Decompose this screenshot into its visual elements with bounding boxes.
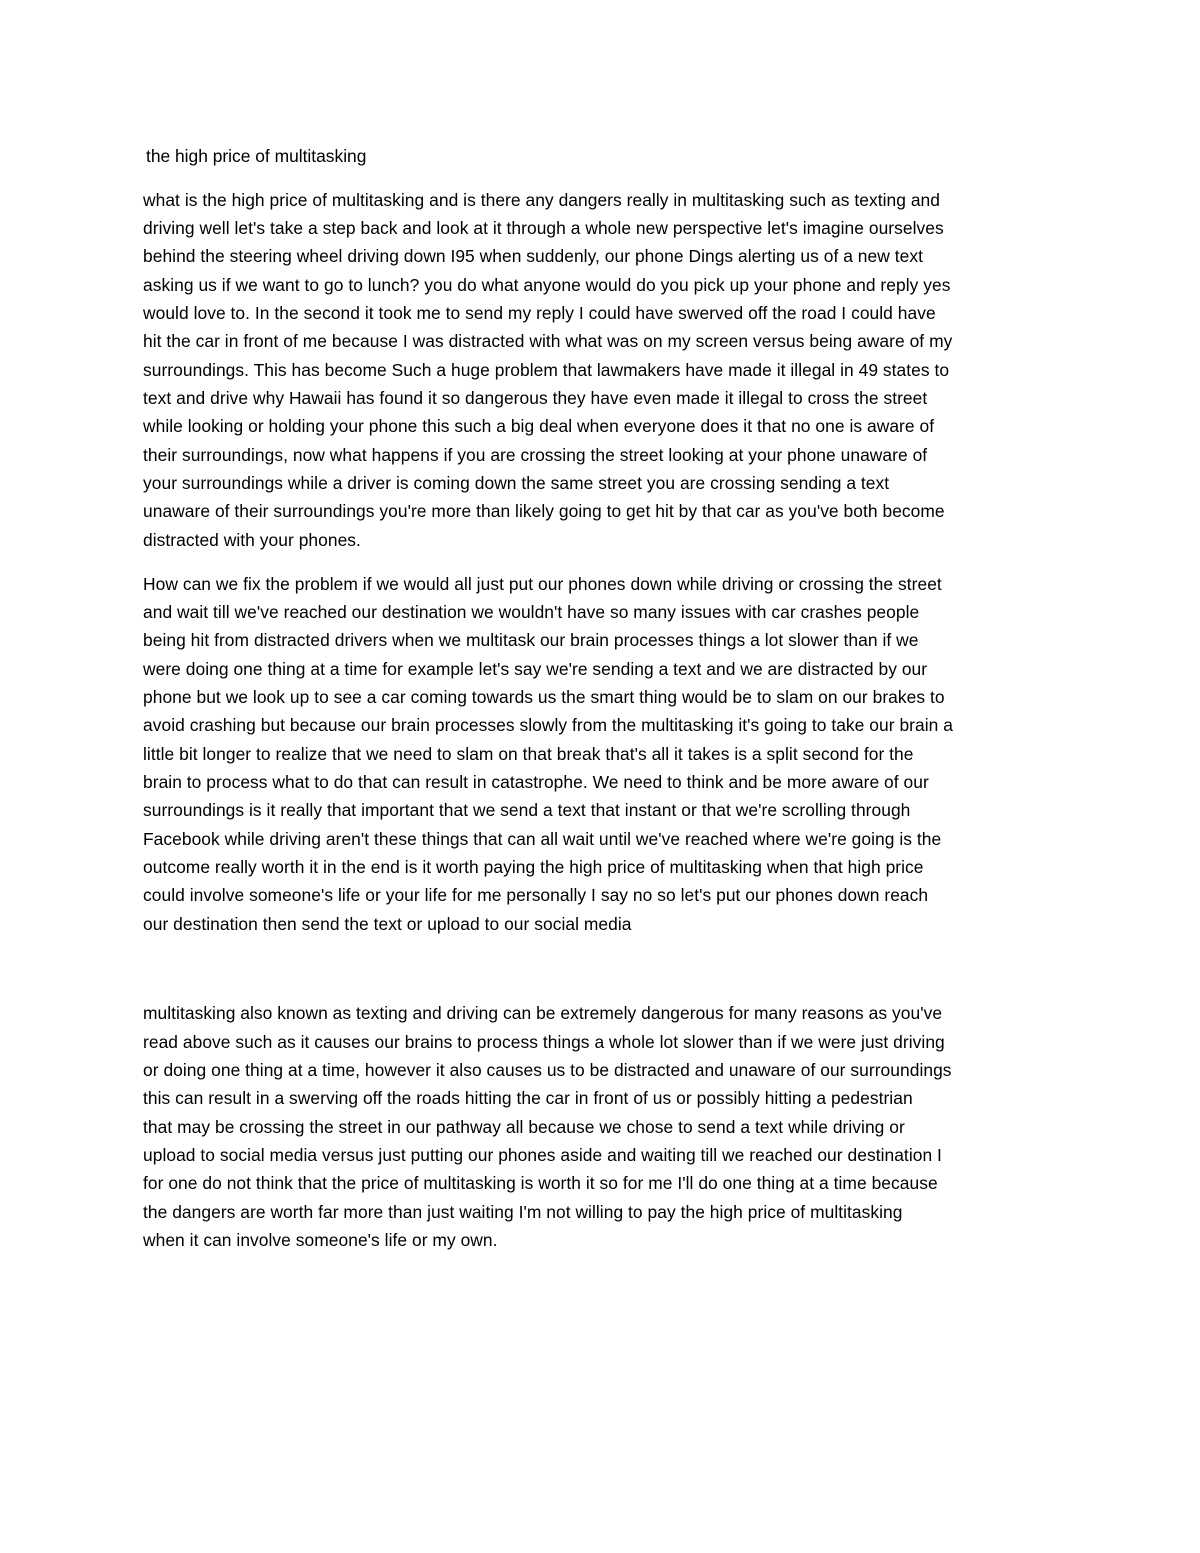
text-line: and wait till we've reached our destination we wouldn't have so many issues with car crashes people: [143, 602, 920, 622]
text-line: while looking or holding your phone this such a big deal when everyone does it that no one is aware of: [143, 416, 935, 436]
text-line: our destination then send the text or upload to our social media: [143, 914, 632, 934]
text-line: for one do not think that the price of multitasking is worth it so for me I'll do one thing at a time because: [143, 1173, 938, 1193]
text-line: avoid crashing but because our brain processes slowly from the multitasking it's going to take our brain a: [143, 715, 953, 735]
text-line: that may be crossing the street in our pathway all because we chose to send a text while driving or: [143, 1117, 905, 1137]
text-line: what is the high price of multitasking and is there any dangers really in multitasking such as texting and: [143, 190, 940, 210]
text-line: your surroundings while a driver is coming down the same street you are crossing sending a text: [143, 473, 890, 493]
document-title: the high price of multitasking: [146, 146, 367, 166]
text-line: when it can involve someone's life or my own.: [143, 1230, 498, 1250]
text-line: hit the car in front of me because I was distracted with what was on my screen versus being aware of my: [143, 331, 953, 351]
text-line: driving well let's take a step back and look at it through a whole new perspective let's imagine ourselves: [143, 218, 944, 238]
text-line: read above such as it causes our brains to process things a whole lot slower than if we were just driving: [143, 1032, 945, 1052]
text-line: surroundings. This has become Such a huge problem that lawmakers have made it illegal in 49 states to: [143, 360, 950, 380]
text-line: were doing one thing at a time for example let's say we're sending a text and we are distracted by our: [143, 659, 928, 679]
text-line: or doing one thing at a time, however it also causes us to be distracted and unaware of our surroundings: [143, 1060, 952, 1080]
text-line: How can we fix the problem if we would all just put our phones down while driving or crossing the street: [143, 574, 942, 594]
text-line: Facebook while driving aren't these things that can all wait until we've reached where we're going is the: [143, 829, 942, 849]
text-line: the dangers are worth far more than just waiting I'm not willing to pay the high price of multitasking: [143, 1202, 903, 1222]
text-line: distracted with your phones.: [143, 530, 361, 550]
text-line: brain to process what to do that can result in catastrophe. We need to think and be more aware of our: [143, 772, 929, 792]
text-line: behind the steering wheel driving down I95 when suddenly, our phone Dings alerting us of a new text: [143, 246, 923, 266]
text-line: would love to. In the second it took me to send my reply I could have swerved off the road I could have: [143, 303, 936, 323]
text-line: their surroundings, now what happens if you are crossing the street looking at your phone unaware of: [143, 445, 928, 465]
text-line: upload to social media versus just putting our phones aside and waiting till we reached our destination I: [143, 1145, 942, 1165]
text-line: phone but we look up to see a car coming towards us the smart thing would be to slam on our brakes to: [143, 687, 945, 707]
text-line: this can result in a swerving off the roads hitting the car in front of us or possibly hitting a pedestrian: [143, 1088, 913, 1108]
text-line: outcome really worth it in the end is it worth paying the high price of multitasking when that high price: [143, 857, 924, 877]
text-line: asking us if we want to go to lunch? you do what anyone would do you pick up your phone and reply yes: [143, 275, 951, 295]
text-line: being hit from distracted drivers when we multitask our brain processes things a lot slower than if we: [143, 630, 919, 650]
text-line: could involve someone's life or your life for me personally I say no so let's put our phones down reach: [143, 885, 929, 905]
text-line: unaware of their surroundings you're more than likely going to get hit by that car as you've both become: [143, 501, 945, 521]
text-line: little bit longer to realize that we need to slam on that break that's all it takes is a split second for the: [143, 744, 914, 764]
text-line: multitasking also known as texting and driving can be extremely dangerous for many reasons as you've: [143, 1003, 943, 1023]
text-line: text and drive why Hawaii has found it so dangerous they have even made it illegal to cross the street: [143, 388, 928, 408]
text-line: surroundings is it really that important that we send a text that instant or that we're scrolling through: [143, 800, 911, 820]
